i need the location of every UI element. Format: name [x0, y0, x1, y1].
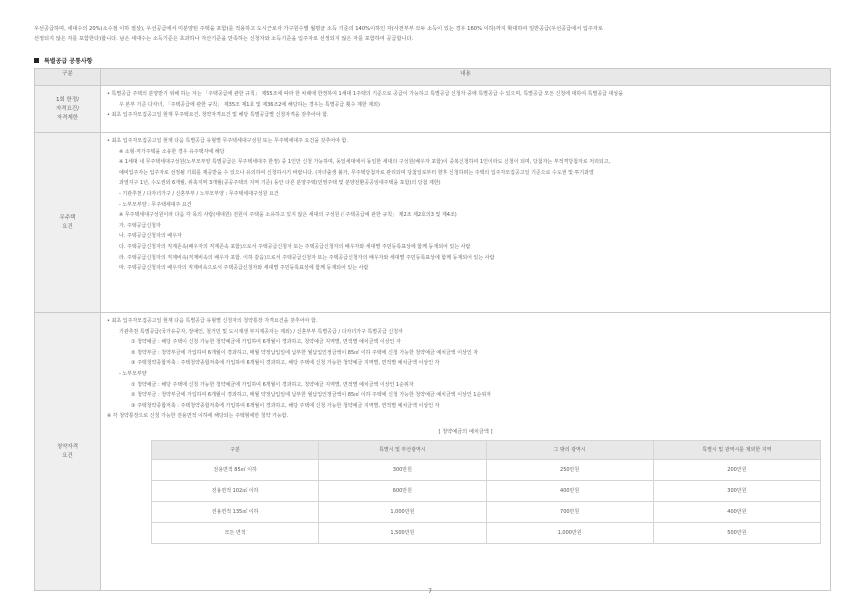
- deposit-row: [152, 501, 821, 522]
- content-line: - 노부모부양: [119, 370, 147, 377]
- content-line: ※ 무주택세대구성원이라 다음 각 목의 사람(세대원) 전원이 주택을 소유하고 있지 않은 세대의 구성원 (「주택공급에 관한 규칙」 제2조 제2호의3 및 제4조): [119, 212, 457, 219]
- content-line: ① 청약예금 : 해당 주택에 신청 가능한 청약예금에 가입하여 6개월이 경과하고, 청약예금 지역별, 면적별 예치금액 이상인 1순위자: [131, 381, 414, 388]
- deposit-row: [152, 480, 821, 501]
- content-line: - 노부모부양 : 무주택세대주 요건: [119, 201, 192, 208]
- row-label-line: 자격요건/: [55, 105, 80, 112]
- deposit-cell: 500만원: [653, 522, 820, 543]
- content-line: • 최초 입주자모집공고일 현재 다음 특별공급 유형별 신청자의 청약통장 자격요건을 갖추어야 함.: [107, 318, 318, 324]
- content-line: • 특별공급 주택의 분양받기 위해 하는 자는 「주택공급에 관한 규칙」 제55조에 따라 한 차례에 한정하여 1세대 1주택의 기준으로 공급이 가능하고 특별공급 신청자 중에 특별공급 수 있으며, 특별공급 모든 신청에 대하여 특별공급 대상을: [107, 91, 624, 97]
- table-row-one-time-limit: [35, 86, 831, 133]
- intro-line: 선정되지 않은 자를 포함한다)합니다. 남은 세대수는 소득기준은 초과하나 자산기준을 만족하는 신청자와 소득기준을 입주자로 선정되지 않은 자를 포함하여 공급합니다.: [34, 36, 414, 42]
- content-line: 예비입주자는 입주자로 선정될 기회를 제공받을 수 있으나 유의하여 신청하시기 바랍니다. (자녀출생 불가, 무주택당첨자로 관리되며 당첨일로부터 향후 신청하려는 주택의 입주자모집공고일 기준으로 수도권 및 투기과열: [119, 169, 594, 176]
- deposit-column-header: 그 밖의 광역시: [486, 440, 653, 459]
- deposit-cell: 200만원: [653, 459, 820, 480]
- row-content: [101, 86, 831, 133]
- deposit-cell: 전용면적 102㎡ 이하: [152, 480, 319, 501]
- row-label: [35, 133, 101, 313]
- content-line: 가. 주택공급신청자: [119, 222, 161, 229]
- deposit-amount-table: [151, 440, 821, 544]
- content-line: - 기관추천 / 다자녀가구 / 신혼부부 / 노부모부양 : 무주택세대구성원 요건: [119, 190, 279, 197]
- content-line: ※ 소형·저가주택을 소유한 경우 유주택자에 해당: [119, 148, 225, 155]
- content-line: ③ 주택청약종합저축 : 주택청약종합저축에 가입하여 6개월이 경과하고, 해당 주택에 신청 가능한 청약예금 지역별, 면적별 예치금액 이상인 자: [131, 402, 440, 409]
- deposit-cell: 700만원: [486, 501, 653, 522]
- row-label-line: 자격제한: [56, 114, 79, 121]
- content-line: ※ 1세대 내 무주택세대구성원(노부모부양 특별공급은 무주택세대주 한정) 중 1인만 신청 가능하며, 동일세대에서 동일한 세대의 구성원(배우자 포함)이 중복신청하여 1인이라도 신청이 되며, 당첨자는 부적격당첨자로 처리되고,: [119, 159, 611, 166]
- intro-paragraph: [34, 24, 830, 44]
- content-line: ② 청약부금 : 청약부금에 가입하여 6개월이 경과하고, 매월 약정납입일에 납부한 월납입인정금액이 85㎡ 이하 주택에 신청 가능한 청약예금 예치금액 이상인 자: [131, 349, 479, 356]
- deposit-row: [152, 522, 821, 543]
- content-line: 우 본부 기준 다자녀, 「주택공급에 관한 규칙」 제35조 제1호 및 제36조2에 해당하는 경우는 특별공급 횟수 제한 제외): [119, 101, 380, 108]
- deposit-cell: 모든 면적: [152, 522, 319, 543]
- deposit-cell: 300만원: [653, 480, 820, 501]
- deposit-column-header: 특별시 및 광역시를 제외한 지역: [653, 440, 820, 459]
- deposit-cell: 1,000만원: [486, 522, 653, 543]
- deposit-row: [152, 459, 821, 480]
- content-line: ③ 주택청약종합저축 : 주택청약종합저축에 가입하여 6개월이 경과하고, 해당 주택에 신청 가능한 청약예금 지역별, 면적별 예치금액 이상인 자: [131, 360, 440, 367]
- section-title: [34, 56, 92, 65]
- table-row-homeless-requirement: [35, 133, 831, 313]
- content-line: 나. 주택공급신청자의 배우자: [119, 233, 182, 240]
- content-line: 다. 주택공급신청자의 직계존속(배우자의 직계존속 포함)으로서 주택공급신청자 또는 주택공급신청자의 배우자와 세대별 주민등록표상에 함께 등재되어 있는 사람: [119, 243, 471, 250]
- row-content: [101, 313, 831, 591]
- deposit-table-title: [ 청약예금의 예치금액 ]: [438, 428, 493, 435]
- table-row-subscription-requirement: [35, 313, 831, 591]
- row-content: [101, 133, 831, 313]
- row-label-line: 요건: [62, 452, 73, 459]
- square-bullet-icon: [34, 58, 39, 63]
- deposit-column-header: 구분: [152, 440, 319, 459]
- row-label-line: 청약자격: [56, 443, 79, 450]
- table-header-row: [35, 69, 831, 86]
- deposit-cell: 600만원: [319, 480, 486, 501]
- deposit-cell: 400만원: [486, 480, 653, 501]
- content-line: 과열지구 1년, 수도권외 6개월, 위축지역 3개월(공공주택의 지역 기준) 동안 다른 분양주택(민영주택 및 분양전환공공임대주택을 포함)의 당첨 제한): [119, 180, 441, 187]
- content-line: • 최초 입주자모집공고일 현재 무주택요건, 청약자격요건 및 해당 특별공급별 신청자격을 갖추어야 함.: [107, 112, 329, 119]
- page-number: 7: [428, 588, 432, 595]
- deposit-cell: 1,500만원: [319, 522, 486, 543]
- content-line: ① 청약예금 : 해당 주택이 신청 가능한 청약예금에 가입하여 6개월이 경과하고, 청약예금 지역별, 면적별 예치금액 이상인 자: [131, 339, 401, 346]
- row-label: [35, 86, 101, 133]
- content-line: ② 청약부금 : 청약부금에 가입하여 6개월이 경과하고, 매월 약정납입일에 납부한 월납입인정금액이 85㎡ 이하 주택에 신청 가능한 청약예금 예치금액 이상인 1순위자: [131, 392, 491, 399]
- column-header: 내용: [101, 69, 831, 86]
- deposit-cell: 300만원: [319, 459, 486, 480]
- row-label-line: 1회 한정/: [55, 96, 80, 103]
- content-line: 마. 주택공급신청자의 배우자의 직계비속으로서 주택공급신청자와 세대별 주민등록표상에 함께 등재되어 있는 사람: [119, 265, 369, 272]
- deposit-cell: 전용면적 135㎡ 이하: [152, 501, 319, 522]
- section-title-text: 특별공급 공통사항: [44, 58, 93, 65]
- content-line: 기관추천 특별공급(국가유공자, 장애인, 철거민 및 도시재생 부지제공자는 제외) / 신혼부부 특별공급 / 다자녀가구 특별공급 신청자: [119, 328, 403, 335]
- deposit-header-row: [152, 440, 821, 459]
- intro-line: 우선공급하며, 세대수의 20%(소수점 이하 절상), 우선공급에서 미분양된 주택을 포함)를 적용하고 도시근로자 가구원수별 월평균 소득 기준의 140%이하인 자(사전부부 모두 소득이 있는 경우 160% 이하)까지 확대하여 일반공급(우선공급에서 입주자로: [34, 26, 603, 32]
- content-line: ※ 각 청약통장으로 신청 가능한 전용면적 이하에 해당되는 주택형에만 청약 가능함.: [107, 413, 289, 420]
- deposit-cell: 400만원: [653, 501, 820, 522]
- deposit-cell: 250만원: [486, 459, 653, 480]
- row-label: [35, 313, 101, 591]
- row-label-line: 무주택: [59, 214, 76, 221]
- deposit-column-header: 특별시 및 부산광역시: [319, 440, 486, 459]
- column-header: 구분: [35, 69, 101, 86]
- content-line: • 최초 입주자모집공고일 현재 다음 특별공급 유형별 무주택세대구성원 또는 무주택세대주 요건을 갖추어야 함.: [107, 138, 348, 144]
- special-supply-table: [34, 68, 831, 591]
- deposit-cell: 전용면적 85㎡ 이하: [152, 459, 319, 480]
- content-line: 라. 주택공급신청자의 직계비속(직계비속의 배우자 포함. 이하 같음)으로서 주택공급신청자 또는 주택공급신청자의 배우자와 세대별 주민등록표상에 함께 등재되어 있는 사람: [119, 254, 495, 261]
- deposit-cell: 1,000만원: [319, 501, 486, 522]
- row-label-line: 요건: [62, 223, 73, 230]
